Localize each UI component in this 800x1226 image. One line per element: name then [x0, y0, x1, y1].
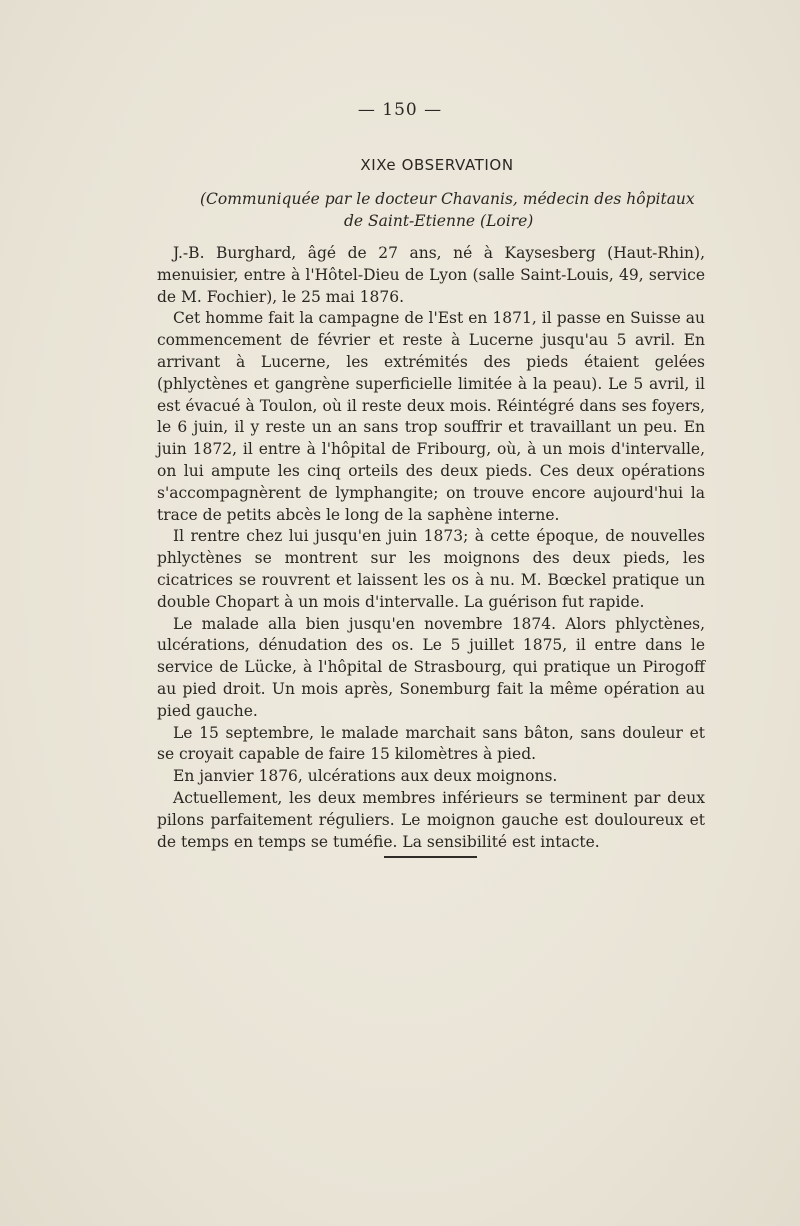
attribution: [200, 188, 726, 232]
paragraph: Le 15 septembre, le malade marchait sans bâton, sans douleur et se croyait capable de faire 15 kilomètres à pied.: [157, 723, 705, 764]
paragraph: Cet homme fait la campagne de l'Est en 1871, il passe en Suisse au commencement de février et reste à Lucerne jusqu'au 5 avril. En arrivant à Lucerne, les extrémités des pieds étaient gelées (phlyctènes et gangrène superficielle limitée à la peau). Le 5 avril, il est évacué à Toulon, où il reste deux mois. Réintégré dans ses foyers, le 6 juin, il y reste un an sans trop souffrir et travaillant un peu. En juin 1872, il entre à l'hôpital de Fribourg, où, à un mois d'intervalle, on lui ampute les cinq orteils des deux pieds. Ces deux opérations s'accompagnèrent de lymphangite; on trouve encore aujourd'hui la trace de petits abcès le long de la saphène interne.: [157, 309, 705, 524]
attribution-line-1: (Communiquée par le docteur Chavanis, médecin des hôpitaux: [200, 190, 695, 208]
paragraph: Le malade alla bien jusqu'en novembre 1874. Alors phlyctènes, ulcérations, dénudation des os. Le 5 juillet 1875, il entre dans le service de Lücke, à l'hôpital de Strasbourg, qui pratique un Pirogoff au pied droit. Un mois après, Sonemburg fait la même opération au pied gauche.: [157, 614, 705, 720]
section-end-rule: [384, 856, 477, 858]
paragraph: Il rentre chez lui jusqu'en juin 1873; à cette époque, de nouvelles phlyctènes se montrent sur les moignons des deux pieds, les cicatrices se rouvrent et laissent les os à nu. M. Bœckel pratique un double Chopart à un mois d'intervalle. La guérison fut rapide.: [157, 527, 705, 611]
observation-body: [157, 243, 705, 853]
paragraph: J.-B. Burghard, âgé de 27 ans, né à Kaysesberg (Haut-Rhin), menuisier, entre à l'Hôtel-Dieu de Lyon (salle Saint-Louis, 49, service de M. Fochier), le 25 mai 1876.: [157, 244, 705, 306]
paragraph: En janvier 1876, ulcérations aux deux moignons.: [173, 767, 558, 786]
section-title: XIXe OBSERVATION: [360, 156, 514, 174]
attribution-line-2: de Saint-Etienne (Loire): [344, 212, 534, 230]
page-number: — 150 —: [357, 100, 443, 120]
paragraph: Actuellement, les deux membres inférieurs se terminent par deux pilons parfaitement réguliers. Le moignon gauche est douloureux et de temps en temps se tuméfie. La sensibilité est intacte.: [157, 788, 705, 851]
